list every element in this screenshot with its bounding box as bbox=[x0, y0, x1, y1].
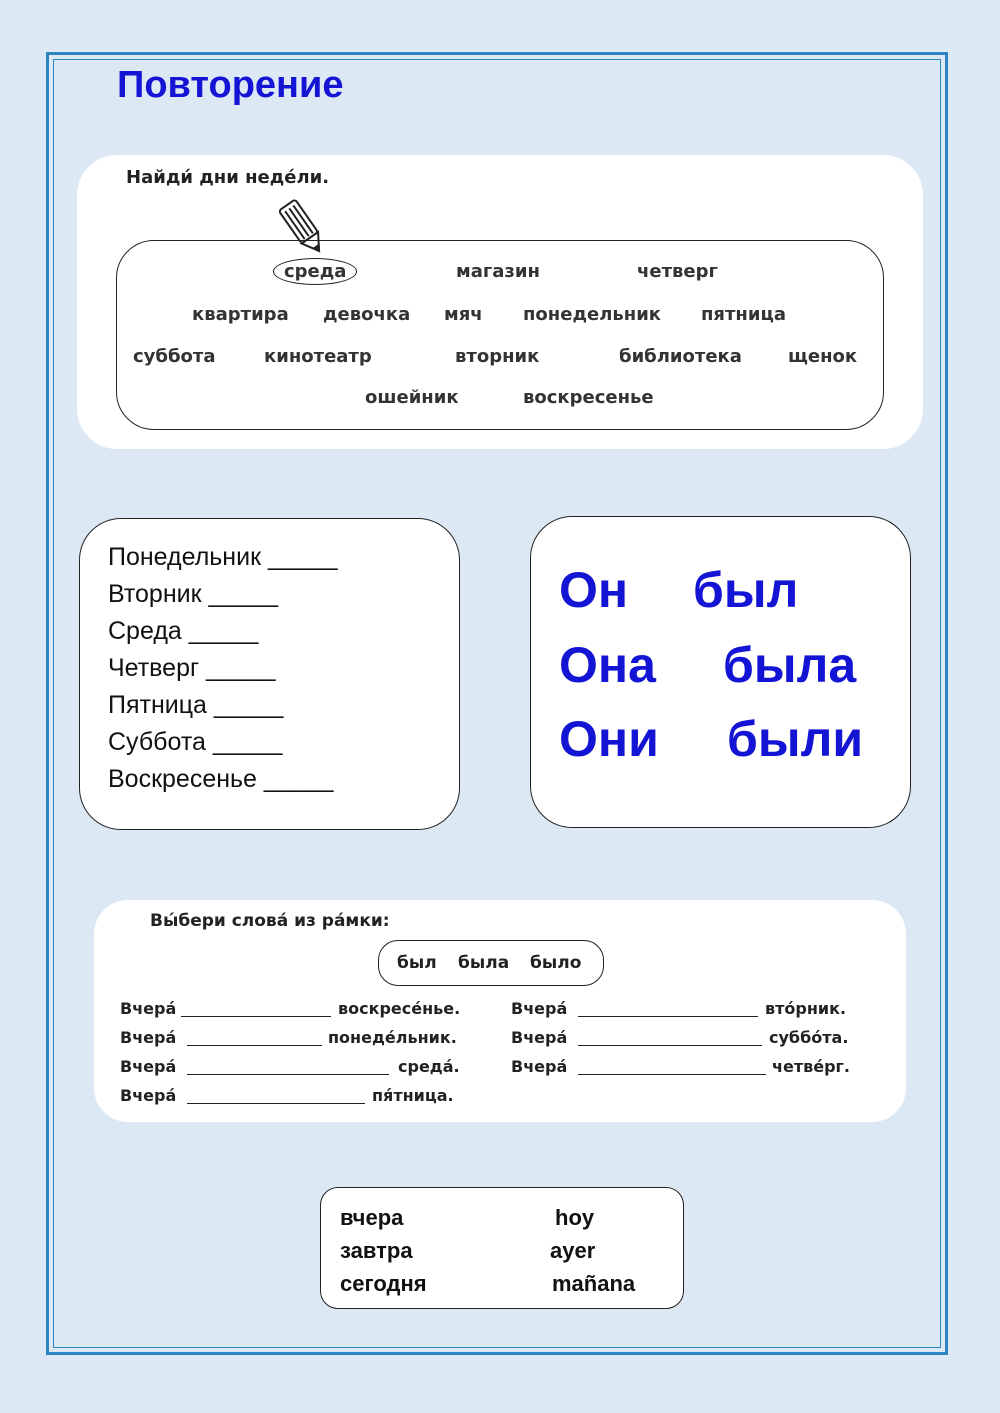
russian-word: сегодня bbox=[340, 1271, 427, 1296]
word-item[interactable]: среда bbox=[273, 258, 357, 285]
spanish-word: ayer bbox=[550, 1238, 596, 1263]
word-item[interactable]: мяч bbox=[444, 304, 483, 325]
sentence-start: Вчера́ bbox=[511, 999, 568, 1018]
word-item[interactable]: понедельник bbox=[523, 304, 662, 325]
choose-words-instruction: Вы́бери слова́ из ра́мки: bbox=[150, 911, 390, 931]
find-days-instruction: Найди́ дни неде́ли. bbox=[126, 167, 330, 188]
verb-form: были bbox=[727, 711, 864, 767]
verb-form: была bbox=[723, 637, 857, 693]
word-item[interactable]: вторник bbox=[455, 346, 540, 367]
day-line[interactable]: Пятница _____ bbox=[108, 691, 284, 719]
day-line[interactable]: Воскресенье _____ bbox=[108, 765, 334, 793]
sentence-end: понеде́льник. bbox=[328, 1028, 457, 1047]
sentence-start: Вчера́ bbox=[120, 1028, 177, 1047]
answer-blank[interactable] bbox=[187, 1103, 365, 1104]
sentence-start: Вчера́ bbox=[511, 1057, 568, 1076]
option-word[interactable]: была bbox=[458, 953, 510, 973]
answer-blank[interactable] bbox=[578, 1074, 766, 1075]
answer-blank[interactable] bbox=[181, 1016, 331, 1017]
word-item[interactable]: щенок bbox=[788, 346, 858, 367]
day-line[interactable]: Суббота _____ bbox=[108, 728, 283, 756]
word-item[interactable]: ошейник bbox=[365, 387, 459, 408]
word-item[interactable]: четверг bbox=[637, 261, 718, 282]
word-item[interactable]: библиотека bbox=[619, 346, 742, 367]
answer-blank[interactable] bbox=[187, 1045, 322, 1046]
word-item[interactable]: воскресенье bbox=[523, 387, 654, 408]
day-line[interactable]: Понедельник _____ bbox=[108, 543, 338, 571]
word-item[interactable]: квартира bbox=[192, 304, 289, 325]
answer-blank[interactable] bbox=[578, 1016, 758, 1017]
sentence-end: воскресе́нье. bbox=[338, 999, 461, 1018]
sentence-end: среда́. bbox=[398, 1057, 460, 1076]
word-item[interactable]: суббота bbox=[133, 346, 216, 367]
verb-form: был bbox=[693, 562, 799, 618]
sentence-start: Вчера́ bbox=[120, 999, 177, 1018]
sentence-end: пя́тница. bbox=[372, 1086, 454, 1105]
sentence-start: Вчера́ bbox=[511, 1028, 568, 1047]
sentence-end: вто́рник. bbox=[765, 999, 847, 1018]
option-word[interactable]: был bbox=[397, 953, 437, 973]
answer-blank[interactable] bbox=[187, 1074, 389, 1075]
spanish-word: mañana bbox=[552, 1271, 636, 1296]
sentence-end: суббо́та. bbox=[769, 1028, 849, 1047]
word-item[interactable]: магазин bbox=[456, 261, 540, 282]
page-title: Повторение bbox=[117, 64, 344, 106]
word-item[interactable]: кинотеатр bbox=[264, 346, 372, 367]
word-item[interactable]: девочка bbox=[323, 304, 411, 325]
spanish-word: hoy bbox=[555, 1205, 595, 1230]
sentence-end: четве́рг. bbox=[772, 1057, 850, 1076]
day-line[interactable]: Четверг _____ bbox=[108, 654, 276, 682]
russian-word: вчера bbox=[340, 1205, 404, 1230]
russian-word: завтра bbox=[340, 1238, 413, 1263]
option-word[interactable]: было bbox=[530, 953, 582, 973]
day-line[interactable]: Среда _____ bbox=[108, 617, 259, 645]
word-item[interactable]: пятница bbox=[701, 304, 786, 325]
day-line[interactable]: Вторник _____ bbox=[108, 580, 278, 608]
pronoun: Он bbox=[559, 562, 629, 618]
sentence-start: Вчера́ bbox=[120, 1086, 177, 1105]
answer-blank[interactable] bbox=[578, 1045, 762, 1046]
pronoun: Они bbox=[559, 711, 659, 767]
pronoun: Она bbox=[559, 637, 656, 693]
sentence-start: Вчера́ bbox=[120, 1057, 177, 1076]
